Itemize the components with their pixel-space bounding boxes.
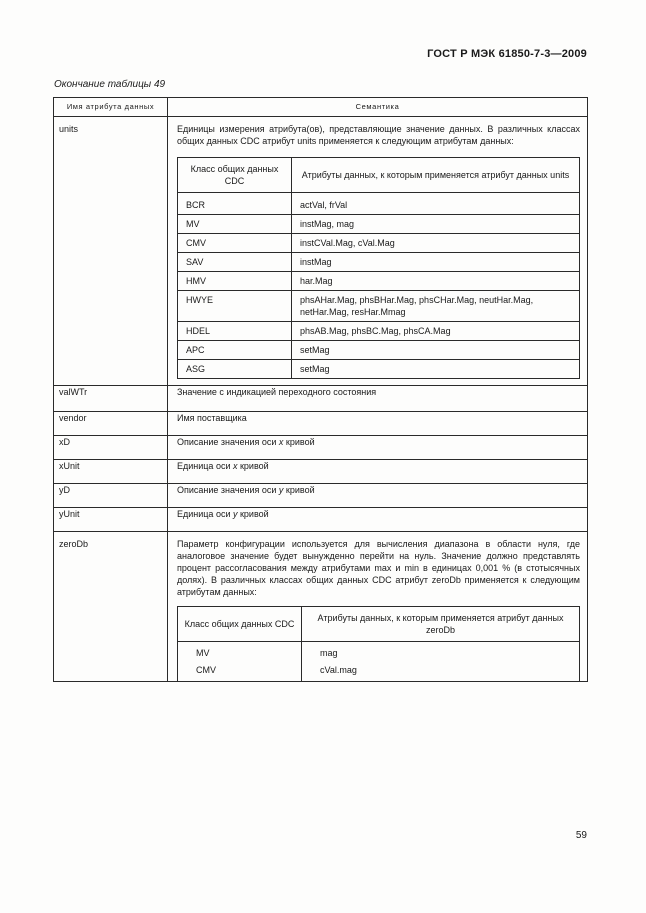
attribute-name: yD [54,484,168,508]
inner-header-row [178,158,580,193]
inner-row [178,360,580,379]
inner-header-attrs: Атрибуты данных, к которым применяется атрибут данных units [292,158,580,193]
axis-variable: x [278,437,284,447]
cdc-class: CMV [178,234,292,253]
table-row-units [54,117,588,386]
cdc-class: ASG [178,360,292,379]
semantics-cell [168,532,588,682]
attribute-name: yUnit [54,508,168,532]
cdc-attributes: instCVal.Mag, cVal.Mag [292,234,580,253]
table-header-row [54,98,588,117]
inner-row [178,253,580,272]
inner-header-cdc: Класс общих данных CDC [178,607,302,642]
cdc-class: MV [178,642,302,662]
cdc-class: SAV [178,253,292,272]
table-row [54,460,588,484]
cdc-class: HMV [178,272,292,291]
column-header-name: Имя атрибута данных [54,98,168,117]
axis-variable: y [278,485,284,495]
inner-row [178,215,580,234]
attribute-name: zeroDb [54,532,168,682]
inner-row [178,234,580,253]
attribute-name: units [54,117,168,386]
cdc-attributes: setMag [292,360,580,379]
column-header-semantics: Семантика [168,98,588,117]
inner-header-cdc: Класс общих данных CDC [178,158,292,193]
units-cdc-table [177,157,580,379]
semantics-text: Имя поставщика [168,412,588,436]
table-caption: Окончание таблицы 49 [54,79,166,90]
cdc-attributes: mag [302,642,580,662]
inner-row [178,291,580,322]
attribute-name: xUnit [54,460,168,484]
cdc-attributes: instMag, mag [292,215,580,234]
inner-row [178,193,580,215]
inner-header-row [178,607,580,642]
axis-variable: x [232,461,238,471]
table-row [54,484,588,508]
document-header: ГОСТ Р МЭК 61850-7-3—2009 [427,48,587,60]
table-row [54,386,588,412]
cdc-attributes: har.Mag [292,272,580,291]
cdc-class: MV [178,215,292,234]
inner-row [178,642,580,662]
attributes-table [53,97,588,682]
table-row [54,436,588,460]
inner-row [178,662,580,682]
inner-row [178,341,580,360]
cdc-attributes: actVal, frVal [292,193,580,215]
page-number: 59 [575,830,587,841]
attribute-name: valWTr [54,386,168,412]
attribute-name: xD [54,436,168,460]
cdc-class: CMV [178,662,302,682]
cdc-attributes: setMag [292,341,580,360]
cdc-class: HWYE [178,291,292,322]
semantics-text: Единицы измерения атрибута(ов), представляющие значение данных. В различных классах общих данных CDC атрибут units применяется к следующим атрибутам данных: [177,124,580,146]
inner-header-attrs: Атрибуты данных, к которым применяется атрибут данных zeroDb [302,607,580,642]
cdc-class: APC [178,341,292,360]
cdc-attributes: phsAHar.Mag, phsBHar.Mag, phsCHar.Mag, neutHar.Mag, netHar.Mag, resHar.Mmag [292,291,580,322]
attribute-name: vendor [54,412,168,436]
cdc-class: BCR [178,193,292,215]
axis-variable: y [232,509,238,519]
semantics-text: Единица оси y кривой [168,508,588,532]
zerodb-cdc-table [177,606,580,682]
semantics-text: Единица оси x кривой [168,460,588,484]
semantics-cell [168,117,588,386]
semantics-text: Описание значения оси x кривой [168,436,588,460]
cdc-class: HDEL [178,322,292,341]
cdc-attributes: phsAB.Mag, phsBC.Mag, phsCA.Mag [292,322,580,341]
table-row-zerodb [54,532,588,682]
table-row [54,412,588,436]
cdc-attributes: cVal.mag [302,662,580,682]
semantics-text: Параметр конфигурации используется для вычисления диапазона в области нуля, где аналоговое значение будет вынужденно перейти на нуль. Значение должно представлять процент рассогласования между атрибутами max и min в единицах 0,001 % (в стотысячных долях). В различных классах общих данных CDC атрибут zeroDb применяется к следующим атрибутам данных: [177,539,580,597]
inner-row [178,322,580,341]
inner-row [178,272,580,291]
semantics-text: Описание значения оси y кривой [168,484,588,508]
semantics-text: Значение с индикацией переходного состояния [168,386,588,412]
table-row [54,508,588,532]
cdc-attributes: instMag [292,253,580,272]
